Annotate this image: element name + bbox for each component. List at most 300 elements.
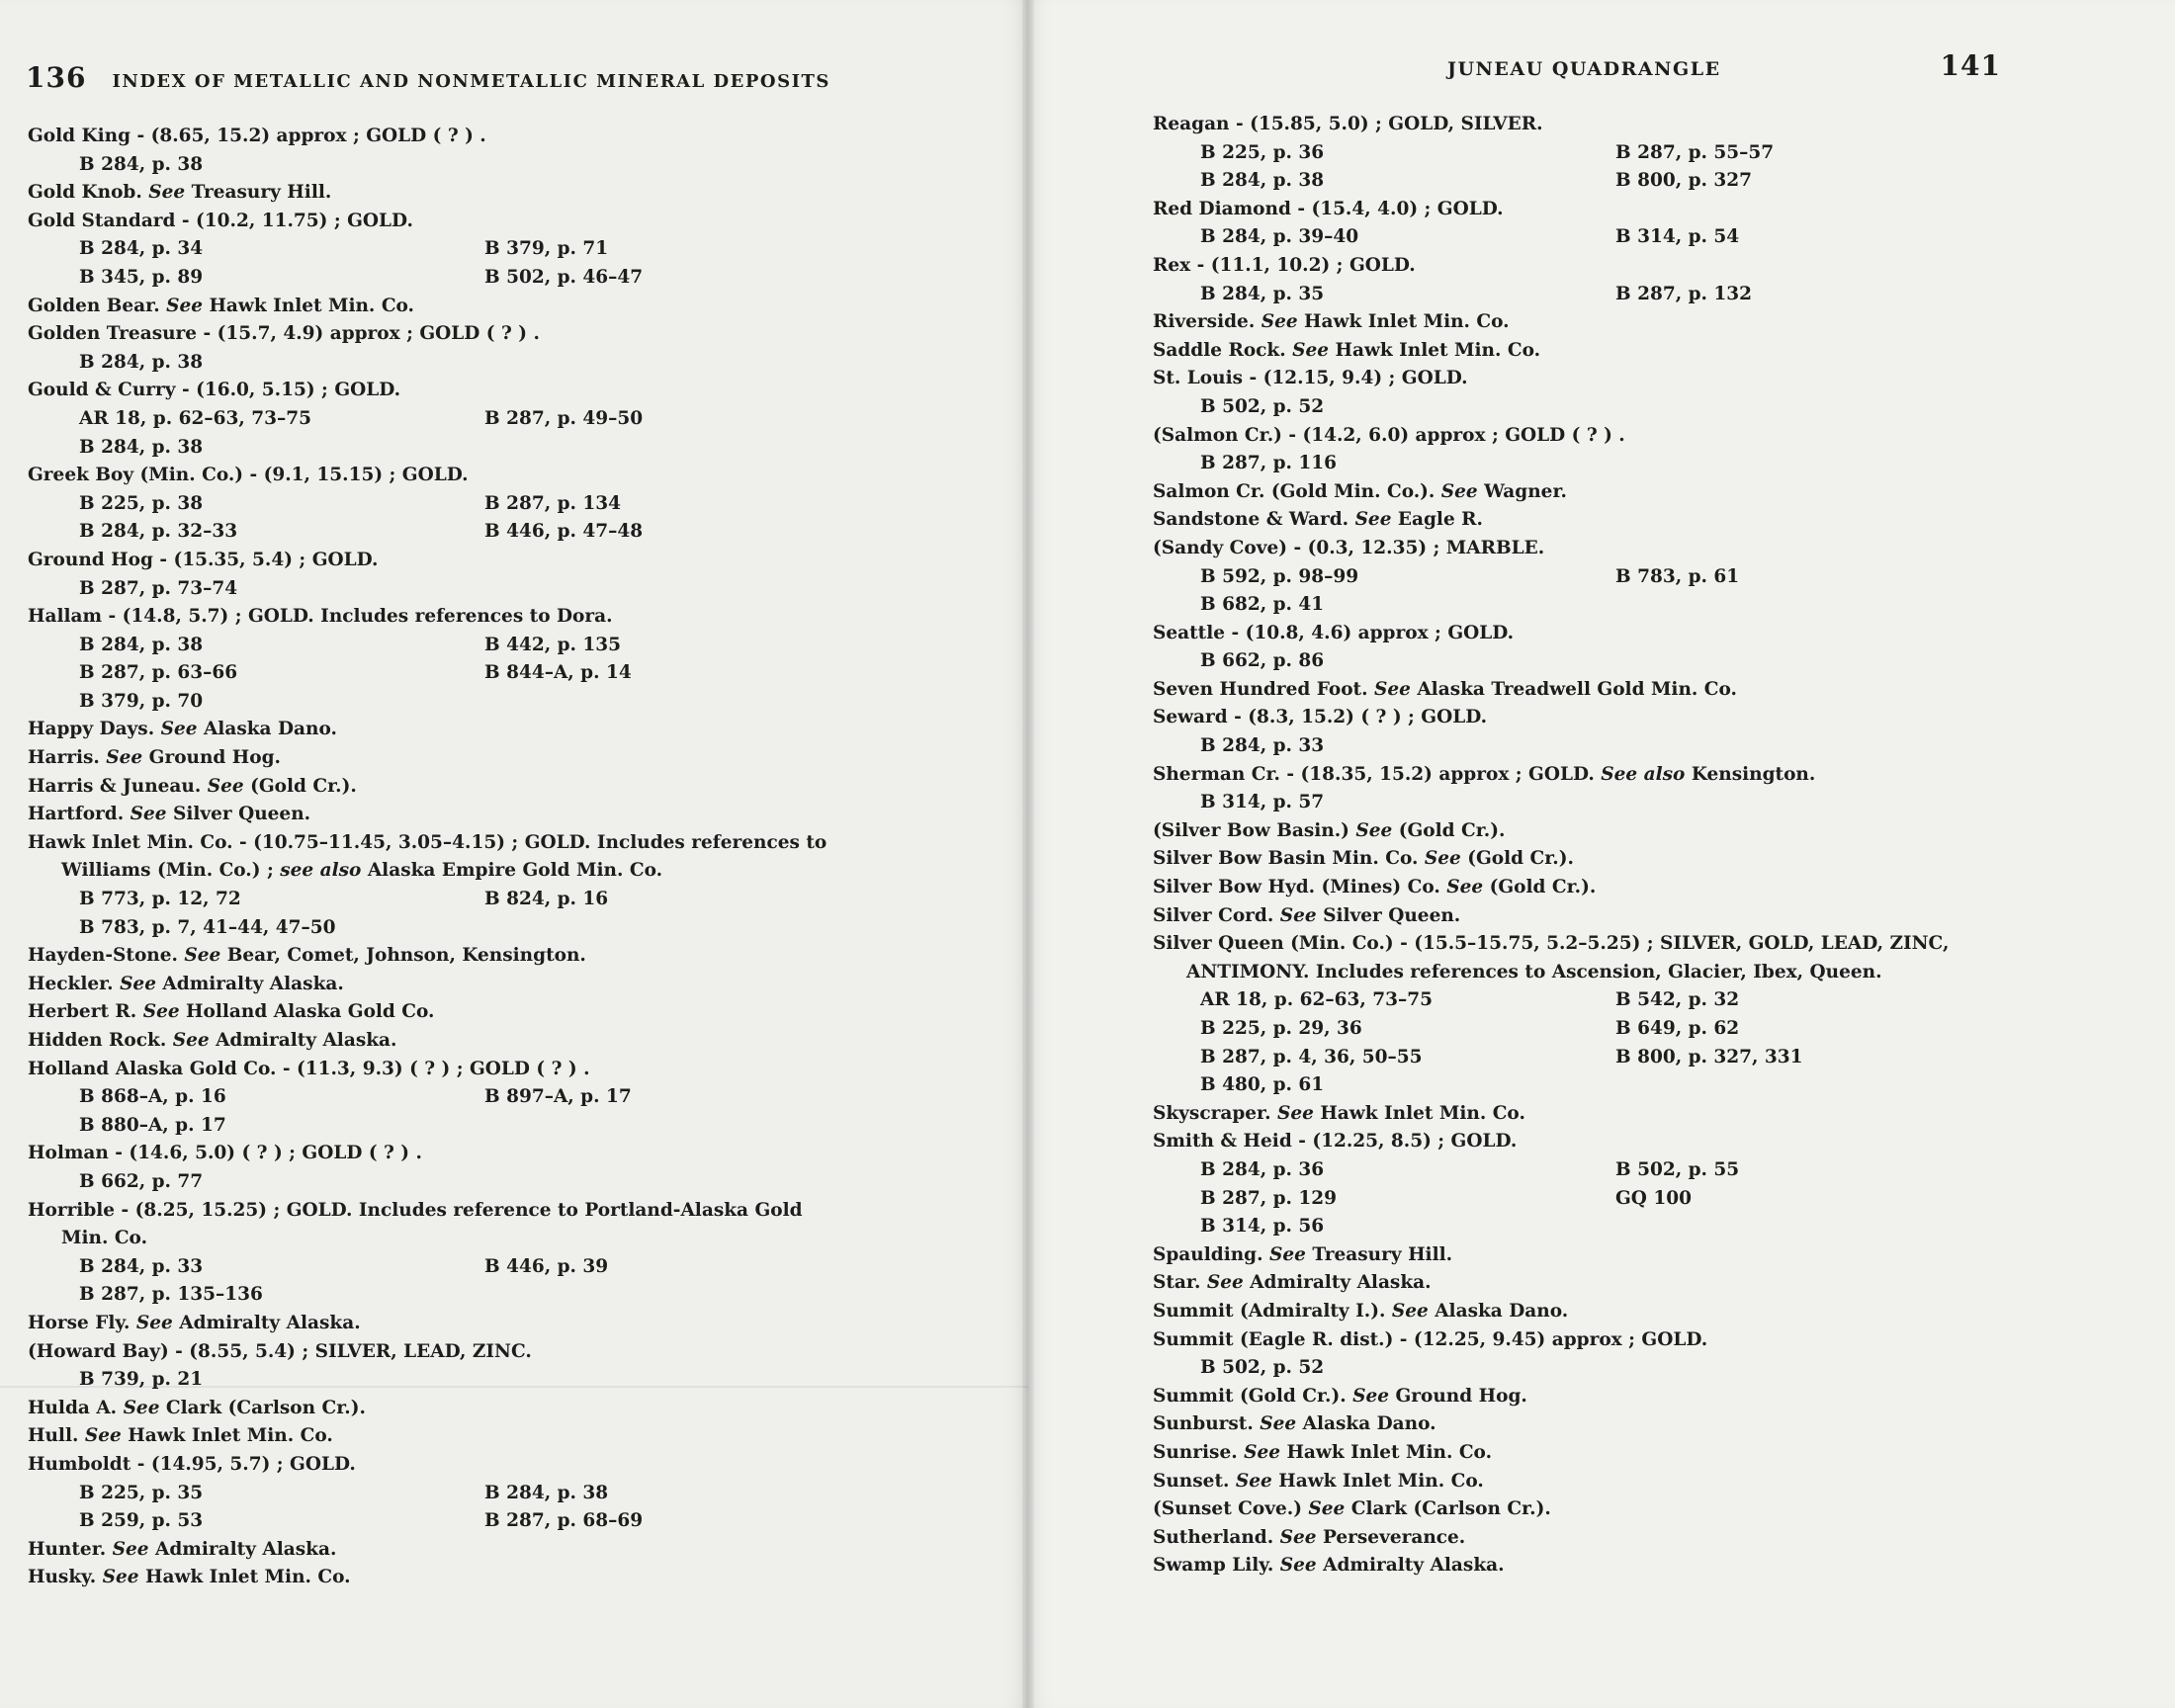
reference-citation: B 284, p. 38: [1200, 170, 1325, 192]
reference-citation: B 287, p. 49–50: [484, 407, 644, 429]
reference-citation: B 284, p. 39–40: [1200, 226, 1359, 248]
index-entry: [28, 716, 967, 744]
reference-citation: B 844–A, p. 14: [484, 662, 632, 684]
entry-text: (Gold Cr.).: [1392, 819, 1506, 841]
index-entry: [1153, 1100, 2043, 1129]
entry-text: Saddle Rock.: [1153, 339, 1293, 361]
reference-citation: B 287, p. 63–66: [79, 662, 238, 684]
index-entry: [28, 462, 967, 490]
reference-citation: [484, 1366, 900, 1395]
entry-text: Rex - (11.1, 10.2) ; GOLD.: [1153, 254, 1416, 276]
reference-citation: B 287, p. 68–69: [484, 1510, 644, 1532]
entry-text: Hull.: [28, 1425, 85, 1447]
reference-citation: [484, 434, 900, 463]
bibliographic-references: [28, 490, 967, 547]
entry-text: Holland Alaska Gold Co. - (11.3, 9.3) ( ? ) ; GOLD ( ? ) .: [28, 1058, 590, 1079]
entry-text: Gould & Curry - (16.0, 5.15) ; GOLD.: [28, 380, 401, 401]
reference-citation: [484, 688, 900, 717]
index-entry: [28, 1310, 967, 1338]
reference-citation: B 480, p. 61: [1200, 1074, 1325, 1096]
reference-citation: B 502, p. 55: [1615, 1158, 1740, 1180]
index-entry: [28, 208, 967, 236]
entry-text: Seven Hundred Foot.: [1153, 678, 1374, 700]
index-entry: [28, 603, 967, 632]
index-entry: [1153, 676, 2043, 705]
index-entry: [1153, 478, 2043, 507]
entry-text: Reagan - (15.85, 5.0) ; GOLD, SILVER.: [1153, 114, 1543, 134]
bibliographic-references: [28, 151, 967, 180]
entry-text: Sherman Cr. - (18.35, 15.2) approx ; GOLD.: [1153, 763, 1602, 785]
entry-text: Sunburst.: [1153, 1413, 1261, 1435]
see-reference-label: See: [166, 295, 203, 316]
entry-text: Hawk Inlet Min. Co.: [121, 1425, 333, 1447]
entry-text: Admiralty Alaska.: [172, 1312, 361, 1333]
see-reference-label: See: [1279, 1526, 1317, 1548]
bibliographic-references: [1153, 986, 2043, 1099]
entry-text: Humboldt - (14.95, 5.7) ; GOLD.: [28, 1453, 356, 1475]
see-reference-label: See: [1391, 1300, 1429, 1322]
see-reference-label: see also: [280, 860, 362, 882]
entry-text: Admiralty Alaska.: [148, 1538, 337, 1560]
bibliographic-references: [1153, 732, 2043, 761]
index-entry: [28, 547, 967, 575]
bibliographic-references: [28, 1253, 967, 1310]
reference-citation: [484, 914, 900, 943]
index-entry: [28, 320, 967, 349]
bibliographic-references: [1153, 281, 2043, 309]
reference-citation: B 800, p. 327: [1615, 170, 1753, 192]
see-reference-label: See: [1446, 877, 1484, 898]
index-entry: [1153, 761, 2043, 790]
index-entry: [28, 123, 967, 151]
see-reference-label: See: [102, 1567, 139, 1588]
index-entry: [28, 1536, 967, 1565]
bibliographic-references: [28, 632, 967, 717]
entry-text: St. Louis - (12.15, 9.4) ; GOLD.: [1153, 368, 1468, 389]
index-entry: [1153, 817, 2043, 846]
reference-citation: B 287, p. 132: [1615, 283, 1753, 304]
index-entry: [1153, 1241, 2043, 1270]
reference-citation: B 287, p. 73–74: [79, 577, 238, 599]
see-reference-label: See: [120, 973, 156, 994]
see-reference-label: See: [1355, 819, 1393, 841]
entry-text: Gold Standard - (10.2, 11.75) ; GOLD.: [28, 210, 413, 231]
reference-citation: B 284, p. 33: [1200, 735, 1325, 757]
index-entry: [28, 829, 967, 858]
see-reference-label: See: [135, 1312, 173, 1333]
reference-citation: B 345, p. 89: [79, 266, 204, 288]
index-entry: [1153, 252, 2043, 281]
bibliographic-references: [28, 405, 967, 462]
entry-text: Sandstone & Ward.: [1153, 509, 1355, 531]
left-running-title: INDEX OF METALLIC AND NONMETALLIC MINERAL DEPOSITS: [112, 71, 830, 92]
see-reference-label: See: [1261, 311, 1298, 333]
reference-citation: B 225, p. 36: [1200, 141, 1325, 163]
entry-text: Hayden-Stone.: [28, 945, 185, 967]
index-entry: [1153, 874, 2043, 902]
entry-text: Skyscraper.: [1153, 1102, 1277, 1124]
reference-citation: B 682, p. 41: [1200, 594, 1325, 616]
index-entry: [1153, 1552, 2043, 1580]
reference-citation: B 773, p. 12, 72: [79, 889, 241, 910]
entry-text: Holland Alaska Gold Co.: [179, 1001, 435, 1023]
entry-text: Hawk Inlet Min. Co.: [138, 1567, 351, 1588]
index-entry: [1153, 337, 2043, 366]
index-entry: [28, 1395, 967, 1423]
entry-text: Ground Hog.: [1389, 1385, 1527, 1407]
entry-text: Happy Days.: [28, 719, 161, 740]
index-entry: [28, 293, 967, 321]
right-running-title: JUNEAU QUADRANGLE: [1447, 58, 1721, 80]
reference-citation: B 502, p. 46–47: [484, 266, 644, 288]
index-entry: [28, 773, 967, 802]
see-reference-label: See: [84, 1425, 122, 1447]
reference-citation: [484, 575, 900, 604]
entry-text: Min. Co.: [61, 1228, 148, 1249]
left-page-number: 136: [26, 61, 87, 94]
index-entry: [28, 801, 967, 829]
reference-citation: B 314, p. 54: [1615, 226, 1740, 248]
index-entry: [1153, 535, 2043, 563]
reference-citation: [484, 1112, 900, 1141]
see-reference-label: See: [1269, 1243, 1306, 1265]
reference-citation: B 783, p. 61: [1615, 565, 1740, 587]
see-reference-label: See: [142, 1001, 180, 1023]
entry-text: Horrible - (8.25, 15.25) ; GOLD. Includes reference to Portland-Alaska Gold: [28, 1199, 803, 1221]
index-entry: [28, 1564, 967, 1592]
entry-text: Gold Knob.: [28, 182, 149, 204]
index-entry-continuation: [1153, 959, 2043, 987]
see-reference-label: See: [1373, 678, 1411, 700]
bibliographic-references: [28, 235, 967, 292]
see-reference-label: See: [1279, 904, 1317, 926]
entry-text: Silver Queen.: [166, 804, 311, 825]
index-entry: [1153, 620, 2043, 648]
see-reference-label: See: [148, 182, 186, 204]
entry-text: Ground Hog.: [142, 747, 282, 769]
entry-text: Kensington.: [1685, 763, 1816, 785]
left-page: [0, 0, 1028, 1708]
entry-text: Admiralty Alaska.: [155, 973, 344, 994]
bibliographic-references: [1153, 393, 2043, 422]
index-entry: [1153, 196, 2043, 224]
reference-citation: B 284, p. 32–33: [79, 521, 238, 543]
reference-citation: B 284, p. 36: [1200, 1158, 1325, 1180]
index-entry: [28, 998, 967, 1027]
see-reference-label: See: [1244, 1441, 1281, 1463]
entry-text: Harris.: [28, 747, 107, 769]
bibliographic-references: [1153, 563, 2043, 620]
entry-text: Holman - (14.6, 5.0) ( ? ) ; GOLD ( ? ) .: [28, 1143, 422, 1164]
entry-text: Hunter.: [28, 1538, 113, 1560]
see-reference-label: See: [1354, 509, 1392, 531]
entry-text: Clark (Carlson Cr.).: [159, 1397, 366, 1418]
reference-citation: GQ 100: [1615, 1187, 1692, 1209]
index-entry: [1153, 1298, 2043, 1326]
reference-citation: [1615, 1071, 2031, 1100]
index-entry: [28, 971, 967, 999]
reference-citation: B 287, p. 129: [1200, 1187, 1338, 1209]
see-reference-label: See: [1260, 1413, 1297, 1435]
reference-citation: AR 18, p. 62–63, 73–75: [79, 407, 311, 429]
reference-citation: [484, 1281, 900, 1310]
entry-text: Admiralty Alaska.: [1243, 1272, 1432, 1294]
reference-citation: B 592, p. 98–99: [1200, 565, 1359, 587]
entry-text: (Gold Cr.).: [1460, 848, 1574, 870]
right-index-column: [1153, 111, 2043, 1580]
index-entry: [1153, 422, 2043, 451]
index-entry: [1153, 365, 2043, 393]
entry-text: Horse Fly.: [28, 1312, 136, 1333]
entry-text: Spaulding.: [1153, 1243, 1269, 1265]
entry-text: Hartford.: [28, 804, 130, 825]
left-page-header: [26, 61, 830, 94]
entry-text: Silver Queen.: [1316, 904, 1461, 926]
see-reference-label: See: [1424, 848, 1461, 870]
entry-text: Hallam - (14.8, 5.7) ; GOLD. Includes references to Dora.: [28, 606, 613, 628]
see-reference-label: See: [160, 719, 198, 740]
entry-text: Ground Hog - (15.35, 5.4) ; GOLD.: [28, 549, 379, 570]
reference-citation: B 446, p. 47–48: [484, 521, 644, 543]
entry-text: Admiralty Alaska.: [1316, 1555, 1505, 1577]
right-page: [1028, 0, 2175, 1708]
index-entry: [1153, 1383, 2043, 1411]
reference-citation: [484, 349, 900, 378]
reference-citation: [484, 1168, 900, 1197]
bibliographic-references: [1153, 450, 2043, 478]
see-reference-label: See: [1276, 1102, 1314, 1124]
index-entry: [1153, 1326, 2043, 1355]
entry-text: Perseverance.: [1316, 1526, 1466, 1548]
entry-text: Silver Bow Basin Min. Co.: [1153, 848, 1425, 870]
index-entry: [28, 942, 967, 971]
reference-citation: [484, 151, 900, 180]
index-entry: [28, 1027, 967, 1056]
bibliographic-references: [28, 1366, 967, 1395]
reference-citation: B 225, p. 38: [79, 492, 204, 514]
reference-citation: AR 18, p. 62–63, 73–75: [1200, 989, 1433, 1011]
entry-text: Salmon Cr. (Gold Min. Co.).: [1153, 480, 1441, 502]
entry-text: Red Diamond - (15.4, 4.0) ; GOLD.: [1153, 198, 1504, 219]
index-entry: [1153, 1439, 2043, 1468]
see-reference-label: See: [1206, 1272, 1244, 1294]
reference-citation: B 284, p. 38: [79, 436, 204, 458]
reference-citation: B 284, p. 38: [79, 153, 204, 175]
entry-text: Husky.: [28, 1567, 103, 1588]
see-reference-label: See: [1308, 1498, 1346, 1520]
index-entry: [1153, 1524, 2043, 1553]
entry-text: (Sunset Cove.): [1153, 1498, 1309, 1520]
bibliographic-references: [28, 1168, 967, 1197]
see-reference-label: See: [1235, 1470, 1272, 1492]
reference-citation: [1615, 789, 2031, 817]
index-entry: [1153, 704, 2043, 732]
reference-citation: B 868–A, p. 16: [79, 1086, 226, 1108]
reference-citation: B 800, p. 327, 331: [1615, 1046, 1803, 1068]
index-entry: [1153, 1410, 2043, 1439]
see-reference-label: See: [106, 747, 143, 769]
entry-text: Alaska Empire Gold Min. Co.: [361, 860, 663, 882]
entry-text: Golden Treasure - (15.7, 4.9) approx ; GOLD ( ? ) .: [28, 323, 540, 345]
index-entry: [28, 1056, 967, 1084]
reference-citation: B 783, p. 7, 41–44, 47–50: [79, 916, 336, 938]
entry-text: Harris & Juneau.: [28, 775, 208, 797]
entry-text: Alaska Dano.: [1296, 1413, 1436, 1435]
reference-citation: B 284, p. 33: [79, 1255, 204, 1277]
index-entry: [1153, 902, 2043, 931]
entry-text: Alaska Treadwell Gold Min. Co.: [1410, 678, 1737, 700]
see-reference-label: See: [1292, 339, 1330, 361]
right-page-header: [1447, 49, 2001, 82]
reference-citation: [1615, 393, 2031, 422]
entry-text: (Howard Bay) - (8.55, 5.4) ; SILVER, LEAD, ZINC.: [28, 1340, 532, 1362]
entry-text: Hawk Inlet Min. Co. - (10.75–11.45, 3.05–4.15) ; GOLD. Includes references to: [28, 831, 827, 853]
reference-citation: B 287, p. 135–136: [79, 1284, 263, 1306]
reference-citation: B 284, p. 38: [79, 351, 204, 373]
reference-citation: B 502, p. 52: [1200, 395, 1325, 417]
reference-citation: B 284, p. 38: [79, 634, 204, 655]
bibliographic-references: [28, 1480, 967, 1536]
see-reference-label: See: [123, 1397, 160, 1418]
reference-citation: B 287, p. 116: [1200, 453, 1338, 474]
reference-citation: B 225, p. 35: [79, 1482, 204, 1503]
reference-citation: B 225, p. 29, 36: [1200, 1018, 1362, 1039]
entry-text: Greek Boy (Min. Co.) - (9.1, 15.15) ; GOLD.: [28, 465, 469, 486]
reference-citation: B 259, p. 53: [79, 1510, 204, 1532]
see-reference-label: See: [1440, 480, 1478, 502]
reference-citation: B 897–A, p. 17: [484, 1086, 632, 1108]
see-reference-label: See: [184, 945, 221, 967]
index-entry: [1153, 845, 2043, 874]
entry-text: Sunset.: [1153, 1470, 1236, 1492]
entry-text: Silver Cord.: [1153, 904, 1280, 926]
entry-text: Hidden Rock.: [28, 1030, 173, 1051]
right-page-number: 141: [1940, 49, 2001, 82]
entry-text: Eagle R.: [1391, 509, 1483, 531]
bibliographic-references: [28, 349, 967, 378]
reference-citation: B 880–A, p. 17: [79, 1114, 226, 1136]
reference-citation: [1615, 732, 2031, 761]
index-entry: [28, 1140, 967, 1168]
index-entry: [1153, 1128, 2043, 1156]
entry-text: Golden Bear.: [28, 295, 167, 316]
index-entry: [28, 377, 967, 405]
entry-text: Hawk Inlet Min. Co.: [1313, 1102, 1525, 1124]
entry-text: (Gold Cr.).: [1483, 877, 1597, 898]
reference-citation: [1615, 450, 2031, 478]
entry-text: Swamp Lily.: [1153, 1555, 1280, 1577]
reference-citation: B 284, p. 35: [1200, 283, 1325, 304]
index-entry: [1153, 1495, 2043, 1524]
entry-text: Wagner.: [1477, 480, 1567, 502]
entry-text: Clark (Carlson Cr.).: [1345, 1498, 1551, 1520]
entry-text: Smith & Heid - (12.25, 8.5) ; GOLD.: [1153, 1131, 1518, 1153]
entry-text: Riverside.: [1153, 311, 1262, 333]
entry-text: (Gold Cr.).: [243, 775, 357, 797]
entry-text: Alaska Dano.: [197, 719, 337, 740]
reference-citation: [1615, 1213, 2031, 1241]
reference-citation: B 824, p. 16: [484, 889, 609, 910]
bibliographic-references: [28, 575, 967, 604]
reference-citation: B 446, p. 39: [484, 1255, 609, 1277]
entry-text: Heckler.: [28, 973, 121, 994]
entry-text: Seattle - (10.8, 4.6) approx ; GOLD.: [1153, 622, 1515, 643]
entry-text: (Salmon Cr.) - (14.2, 6.0) approx ; GOLD ( ? ) .: [1153, 424, 1625, 446]
index-entry: [1153, 930, 2043, 959]
index-entry: [28, 1451, 967, 1480]
entry-text: Gold King - (8.65, 15.2) approx ; GOLD ( ? ) .: [28, 126, 486, 146]
reference-citation: B 287, p. 134: [484, 492, 622, 514]
page-fold-crease: [0, 1386, 1028, 1388]
see-reference-label: See: [1352, 1385, 1390, 1407]
entry-text: Treasury Hill.: [1305, 1243, 1453, 1265]
index-entry: [28, 179, 967, 208]
reference-citation: B 287, p. 55–57: [1615, 141, 1775, 163]
bibliographic-references: [1153, 139, 2043, 196]
see-reference-label: See: [172, 1030, 210, 1051]
index-entry: [28, 1338, 967, 1367]
entry-text: Silver Bow Hyd. (Mines) Co.: [1153, 877, 1447, 898]
entry-text: Bear, Comet, Johnson, Kensington.: [220, 945, 586, 967]
index-entry: [28, 1422, 967, 1451]
reference-citation: B 379, p. 71: [484, 238, 609, 260]
reference-citation: B 287, p. 4, 36, 50–55: [1200, 1046, 1423, 1068]
entry-text: Hawk Inlet Min. Co.: [1271, 1470, 1484, 1492]
entry-text: Hawk Inlet Min. Co.: [203, 295, 414, 316]
reference-citation: B 649, p. 62: [1615, 1018, 1740, 1039]
entry-text: Summit (Admiralty I.).: [1153, 1300, 1392, 1322]
bibliographic-references: [28, 886, 967, 942]
entry-text: Sunrise.: [1153, 1441, 1245, 1463]
reference-citation: B 379, p. 70: [79, 690, 204, 712]
reference-citation: B 284, p. 38: [484, 1482, 609, 1503]
index-entry: [1153, 1269, 2043, 1298]
book-gutter: [1022, 0, 1034, 1708]
entry-text: (Sandy Cove) - (0.3, 12.35) ; MARBLE.: [1153, 537, 1545, 558]
bibliographic-references: [1153, 647, 2043, 676]
bibliographic-references: [1153, 1354, 2043, 1383]
reference-citation: B 739, p. 21: [79, 1369, 204, 1391]
reference-citation: B 314, p. 56: [1200, 1216, 1325, 1238]
reference-citation: B 442, p. 135: [484, 634, 622, 655]
index-entry: [1153, 506, 2043, 535]
entry-text: Summit (Eagle R. dist.) - (12.25, 9.45) approx ; GOLD.: [1153, 1328, 1708, 1350]
bibliographic-references: [28, 1083, 967, 1140]
entry-text: Seward - (8.3, 15.2) ( ? ) ; GOLD.: [1153, 707, 1488, 728]
reference-citation: B 502, p. 52: [1200, 1357, 1325, 1379]
entry-text: (Silver Bow Basin.): [1153, 819, 1356, 841]
bibliographic-references: [1153, 223, 2043, 252]
see-reference-label: See: [1279, 1555, 1317, 1577]
entry-text: Alaska Dano.: [1428, 1300, 1569, 1322]
reference-citation: B 662, p. 86: [1200, 650, 1325, 672]
entry-text: Williams (Min. Co.) ;: [61, 860, 281, 882]
see-reference-label: See: [112, 1538, 149, 1560]
left-index-column: [28, 123, 967, 1592]
entry-text: Sutherland.: [1153, 1526, 1280, 1548]
entry-text: Hawk Inlet Min. Co.: [1280, 1441, 1493, 1463]
bibliographic-references: [1153, 789, 2043, 817]
entry-text: Hawk Inlet Min. Co.: [1329, 339, 1541, 361]
index-entry: [1153, 1468, 2043, 1496]
index-entry: [1153, 111, 2043, 139]
index-entry-continuation: [28, 857, 967, 886]
entry-text: Treasury Hill.: [185, 182, 332, 204]
reference-citation: [1615, 647, 2031, 676]
entry-text: Silver Queen (Min. Co.) - (15.5–15.75, 5.2–5.25) ; SILVER, GOLD, LEAD, ZINC,: [1153, 933, 1950, 955]
entry-text: ANTIMONY. Includes references to Ascension, Glacier, Ibex, Queen.: [1186, 961, 1882, 982]
index-entry: [1153, 308, 2043, 337]
